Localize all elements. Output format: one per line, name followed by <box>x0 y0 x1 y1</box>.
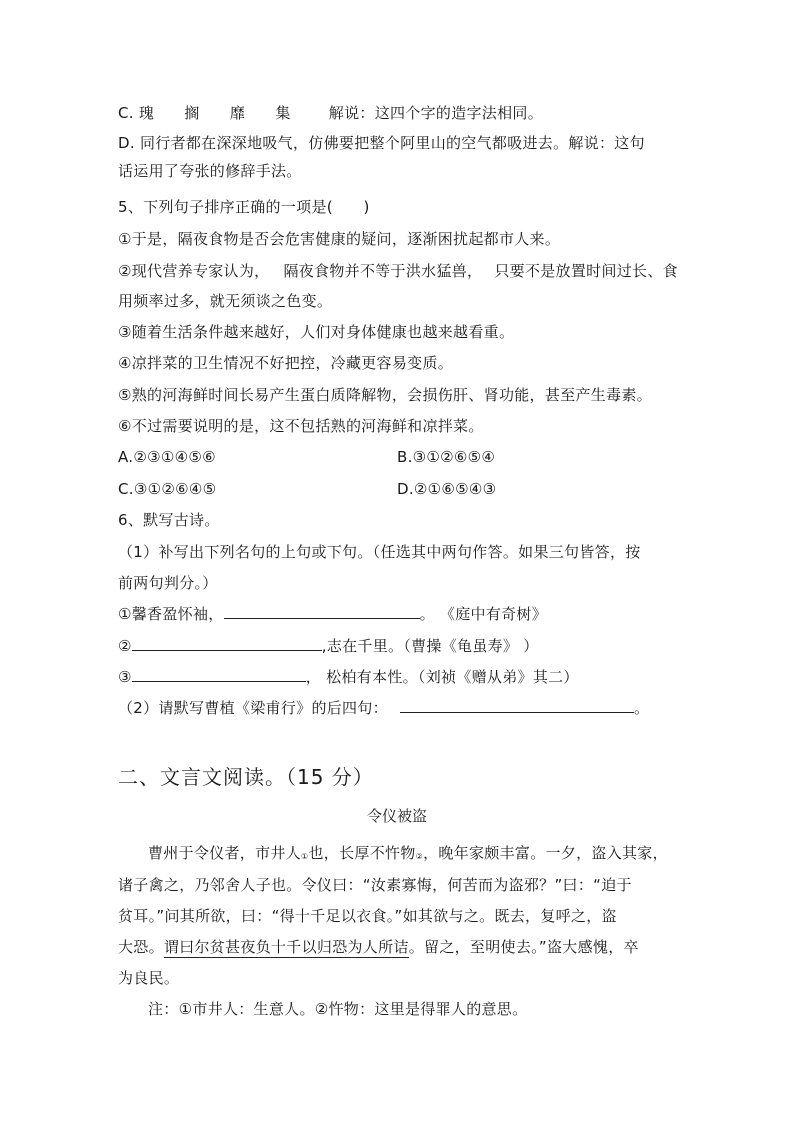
passage-line-4: 大恐。谓曰尔贫甚夜负十千以归恐为人所诘。留之，至明使去。”盗大感愧，卒 <box>118 938 639 956</box>
q5-sentence-2: ②现代营养专家认为， 隔夜食物并不等于洪水猛兽， 只要不是放置时间过长、食 <box>118 262 678 280</box>
q4-option-d-line2: 话运用了夸张的修辞手法。 <box>118 162 302 180</box>
option-char: 靡 <box>229 104 246 122</box>
section-heading: 二、文言文阅读。（15 分） <box>118 765 374 789</box>
q5-sentence-2-cont: 用频率过多，就无须谈之色变。 <box>118 292 333 310</box>
q6-part2: （2）请默写曹植《梁甫行》的后四句： 。 <box>118 699 650 717</box>
q5-sentence-4: ④凉拌菜的卫生情况不好把控，冷藏更容易变质。 <box>118 354 454 372</box>
option-char: 搁 <box>184 104 200 122</box>
q5-sentence-3: ③随着生活条件越来越好，人们对身体健康也越来越看重。 <box>118 323 515 341</box>
q4-option-c <box>118 103 543 123</box>
footnote-marker: ① <box>301 852 309 861</box>
passage-footnote: 注：①市井人：生意人。②忤物：这里是得罪人的意思。 <box>148 1000 528 1018</box>
passage-line-2: 诸子禽之，乃邻舍人子也。令仪曰：“汝素寡悔，何苦而为盗邪？”曰：“迫于 <box>118 876 632 894</box>
passage-line-5: 为良民。 <box>118 969 180 987</box>
q5-sentence-6: ⑥不过需要说明的是，这不包括熟的河海鲜和凉拌菜。 <box>118 417 484 435</box>
q4-option-d-line1: D. 同行者都在深深地吸气，仿佛要把整个阿里山的空气都吸进去。解说：这句 <box>118 134 645 152</box>
q5-option-c: C.③①②⑥④⑤ <box>118 480 217 498</box>
answer-blank[interactable] <box>132 667 306 682</box>
q5-sentence-5: ⑤熟的河海鲜时间长易产生蛋白质降解物，会损伤肝、肾功能，甚至产生毒素。 <box>118 386 652 404</box>
answer-blank[interactable] <box>400 698 634 713</box>
q5-option-a: A.②③①④⑤⑥ <box>118 448 216 466</box>
answer-blank[interactable] <box>224 604 420 619</box>
option-char: 瑰 <box>138 104 155 122</box>
option-char: 集 <box>275 104 291 122</box>
q5-stem: 5、下列句子排序正确的一项是( ) <box>118 198 370 216</box>
q5-option-b: B.③①②⑥⑤④ <box>397 448 496 466</box>
passage-line-1: 曹州于令仪者，市井人①也，长厚不忤物②，晚年家颇丰富。一夕，盗入其家， <box>148 844 668 862</box>
q5-sentence-1: ①于是，隔夜食物是否会危害健康的疑问，逐渐困扰起都市人来。 <box>118 230 561 248</box>
footnote-marker: ② <box>415 852 424 861</box>
q6-part1-instruction-cont: 前两句判分。） <box>118 574 218 592</box>
q6-stem: 6、默写古诗。 <box>118 511 220 529</box>
q6-line-1: ①馨香盈怀袖， 。 《庭中有奇树》 <box>118 605 548 623</box>
option-note: 解说：这四个字的造字法相同。 <box>328 104 543 122</box>
q5-option-d: D.②①⑥⑤④③ <box>397 480 497 498</box>
option-label: C. <box>118 104 134 122</box>
passage-line-3: 贫耳。”问其所欲，曰：“得十千足以衣食。”如其欲与之。既去，复呼之，盗 <box>118 907 617 925</box>
q6-line-3: ③ ， 松柏有本性。（刘祯《赠从弟》其二） <box>118 668 579 686</box>
q6-part1-instruction: （1）补写出下列名句的上句或下句。（任选其中两句作答。如果三句皆答，按 <box>118 543 641 561</box>
underlined-sentence: 谓曰尔贫甚夜负十千以归恐为人所诘 <box>163 938 409 956</box>
q6-line-2: ② ,志在千里。（曹操《龟虽寿》 ） <box>118 637 539 655</box>
passage-title: 令仪被盗 <box>366 807 427 825</box>
answer-blank[interactable] <box>132 636 322 651</box>
